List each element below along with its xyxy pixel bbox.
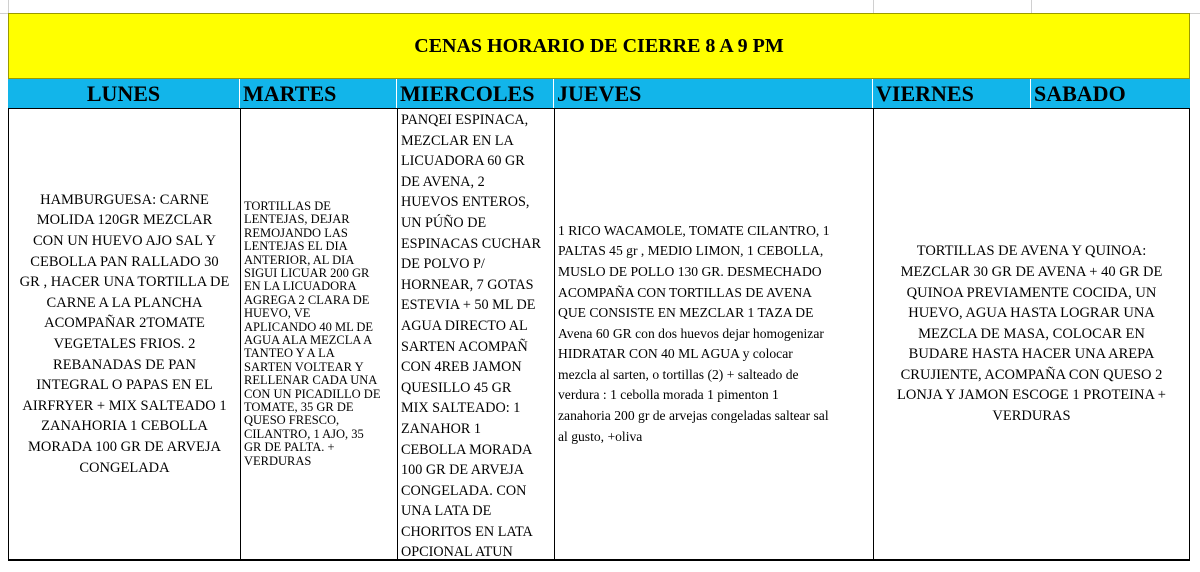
cell-line: DE POLVO P/: [401, 256, 485, 273]
cell-line: REBANADAS DE PAN: [53, 356, 196, 373]
cell-line: CARNE A LA PLANCHA: [46, 294, 203, 311]
cell-line: APLICANDO 40 ML DE: [244, 319, 374, 334]
cell-line: SIGUI LICUAR 200 GR: [244, 265, 370, 280]
cell-line: PALTAS 45 gr , MEDIO LIMON, 1 CEBOLLA,: [558, 243, 824, 259]
cell-line: ACOMPAÑA CON TORTILLAS DE AVENA: [558, 284, 812, 300]
cell-line: TORTILLAS DE: [244, 198, 331, 213]
cell-line: AGREGA 2 CLARA DE: [244, 292, 370, 307]
cell-line: QUESO FRESCO,: [244, 413, 340, 428]
grid-line: [1031, 0, 1032, 13]
cell-line: ACOMPAÑAR 2TOMATE: [44, 315, 205, 332]
cell-line: AIRFRYER + MIX SALTEADO 1: [22, 397, 227, 414]
cell-line: GR , HACER UNA TORTILLA DE: [19, 274, 230, 291]
cell-line: CEBOLLA MORADA: [401, 441, 533, 458]
cell-line: zanahoria 200 gr de arvejas congeladas saltear sal: [558, 408, 829, 424]
table-bottom-border: [8, 560, 1190, 561]
cell-line: AGUA ALA MEZCLA A: [244, 333, 373, 347]
header-jueves[interactable]: JUEVES: [554, 79, 873, 108]
cell-line: ESPINACAS CUCHAR: [401, 235, 541, 252]
cell-line: ESTEVIA + 50 ML DE: [401, 297, 536, 314]
cell-viernes-sabado[interactable]: [873, 108, 1190, 560]
cell-line: mezcla al sarten, o tortillas (2) + salteado de: [558, 366, 799, 382]
cell-line: HUEVO, AGUA HASTA LOGRAR UNA: [908, 305, 1155, 322]
cell-line: CONGELADA. CON: [401, 482, 527, 499]
cell-line: MEZCLAR EN LA: [401, 132, 514, 149]
cell-line: CON UN HUEVO AJO SAL Y: [33, 233, 216, 250]
cell-line: LENTEJAS, DEJAR: [244, 212, 350, 227]
cell-line: al gusto, +oliva: [558, 428, 643, 444]
cell-line: HUEVO, VE: [244, 306, 311, 321]
cell-line: PANQEI ESPINACA,: [401, 112, 529, 128]
cell-line: VERDURAS: [244, 453, 312, 468]
cell-miercoles[interactable]: [397, 108, 555, 560]
cell-jueves[interactable]: [554, 108, 874, 560]
cell-line: HAMBURGUESA: CARNE: [40, 191, 209, 208]
cell-line: CON 4REB JAMON: [401, 359, 522, 376]
cell-line: ZANAHORIA 1 CEBOLLA: [41, 418, 208, 435]
cell-line: BUDARE HASTA HACER UNA AREPA: [908, 346, 1155, 363]
cell-line: GR DE PALTA. +: [244, 440, 335, 455]
spreadsheet-top-row: [0, 0, 1200, 14]
cell-line: QUESILLO 45 GR: [401, 379, 512, 396]
cell-line: REMOJANDO LAS: [244, 225, 348, 240]
cell-martes[interactable]: [240, 108, 398, 560]
header-miercoles[interactable]: MIERCOLES: [397, 79, 554, 108]
cell-line: TOMATE, 35 GR DE: [244, 400, 354, 415]
header-martes[interactable]: MARTES: [240, 79, 397, 108]
cell-line: QUE CONSISTE EN MEZCLAR 1 TAZA DE: [558, 305, 814, 321]
cell-line: CHORITOS EN LATA: [401, 523, 533, 540]
cell-line: MEZCLAR 30 GR DE AVENA + 40 GR DE: [900, 263, 1163, 280]
cell-line: RELLENAR CADA UNA: [244, 373, 378, 388]
cell-line: MOLIDA 120GR MEZCLAR: [36, 212, 213, 229]
cell-line: MEZCLA DE MASA, COLOCAR EN: [918, 325, 1145, 342]
cell-line: AGUA DIRECTO AL: [401, 317, 528, 334]
cell-line: LICUADORA 60 GR: [401, 153, 525, 170]
cell-line: HIDRATAR CON 40 ML AGUA y colocar: [558, 346, 793, 362]
cell-line: QUINOA PREVIAMENTE COCIDA, UN: [906, 284, 1157, 301]
header-lunes[interactable]: LUNES: [8, 79, 240, 108]
header-sabado[interactable]: SABADO: [1031, 79, 1190, 108]
cell-line: MORADA 100 GR DE ARVEJA: [28, 438, 221, 455]
cell-line: VERDURAS: [992, 408, 1071, 425]
cell-line: EN LA LICUADORA: [244, 279, 357, 294]
cell-line: ANTERIOR, AL DIA: [244, 252, 355, 267]
cell-viernes-sabado-text: [874, 241, 1189, 426]
header-viernes[interactable]: VIERNES: [873, 79, 1031, 108]
cell-martes-text: [241, 200, 397, 468]
cell-line: SARTEN VOLTEAR Y: [244, 359, 364, 374]
table-title[interactable]: CENAS HORARIO DE CIERRE 8 A 9 PM: [8, 13, 1190, 79]
cell-miercoles-text: [398, 109, 554, 560]
cell-line: Avena 60 GR con dos huevos dejar homogenizar: [558, 325, 824, 341]
cell-lunes[interactable]: [8, 108, 241, 560]
cell-line: CON UN PICADILLO DE: [244, 386, 381, 401]
cell-line: OPCIONAL ATUN: [401, 544, 513, 560]
cell-line: LONJA Y JAMON ESCOGE 1 PROTEINA +: [897, 387, 1166, 404]
cell-line: verdura : 1 cebolla morada 1 pimenton 1: [558, 387, 779, 403]
cell-line: TANTEO Y A LA: [244, 346, 335, 361]
cell-line: 100 GR DE ARVEJA: [401, 462, 525, 479]
cell-lunes-text: [9, 190, 240, 478]
cell-line: CRUJIENTE, ACOMPAÑA CON QUESO 2: [900, 366, 1163, 383]
cell-jueves-text: [555, 221, 873, 448]
cell-line: VEGETALES FRIOS. 2: [53, 336, 196, 352]
cell-line: MUSLO DE POLLO 130 GR. DESMECHADO: [558, 263, 822, 279]
cell-line: CILANTRO, 1 AJO, 35: [244, 426, 364, 441]
cell-line: LENTEJAS EL DIA: [244, 239, 348, 254]
cell-line: CEBOLLA PAN RALLADO 30: [30, 253, 219, 270]
cell-line: HORNEAR, 7 GOTAS: [401, 276, 534, 293]
cell-line: 1 RICO WACAMOLE, TOMATE CILANTRO, 1: [558, 222, 830, 238]
cell-line: HUEVOS ENTEROS,: [401, 194, 530, 211]
cell-line: CONGELADA: [79, 459, 170, 476]
cell-line: ZANAHOR 1: [401, 420, 481, 437]
cell-line: UNA LATA DE: [401, 503, 492, 520]
cell-line: MIX SALTEADO: 1: [401, 400, 521, 417]
cell-line: SARTEN ACOMPAÑ: [401, 338, 528, 355]
cell-line: UN PÚÑO DE: [401, 214, 487, 231]
grid-line: [8, 0, 9, 13]
cell-line: DE AVENA, 2: [401, 173, 485, 190]
grid-line: [873, 0, 874, 13]
cell-line: TORTILLAS DE AVENA Y QUINOA:: [916, 243, 1147, 260]
cell-line: INTEGRAL O PAPAS EN EL: [36, 377, 213, 394]
